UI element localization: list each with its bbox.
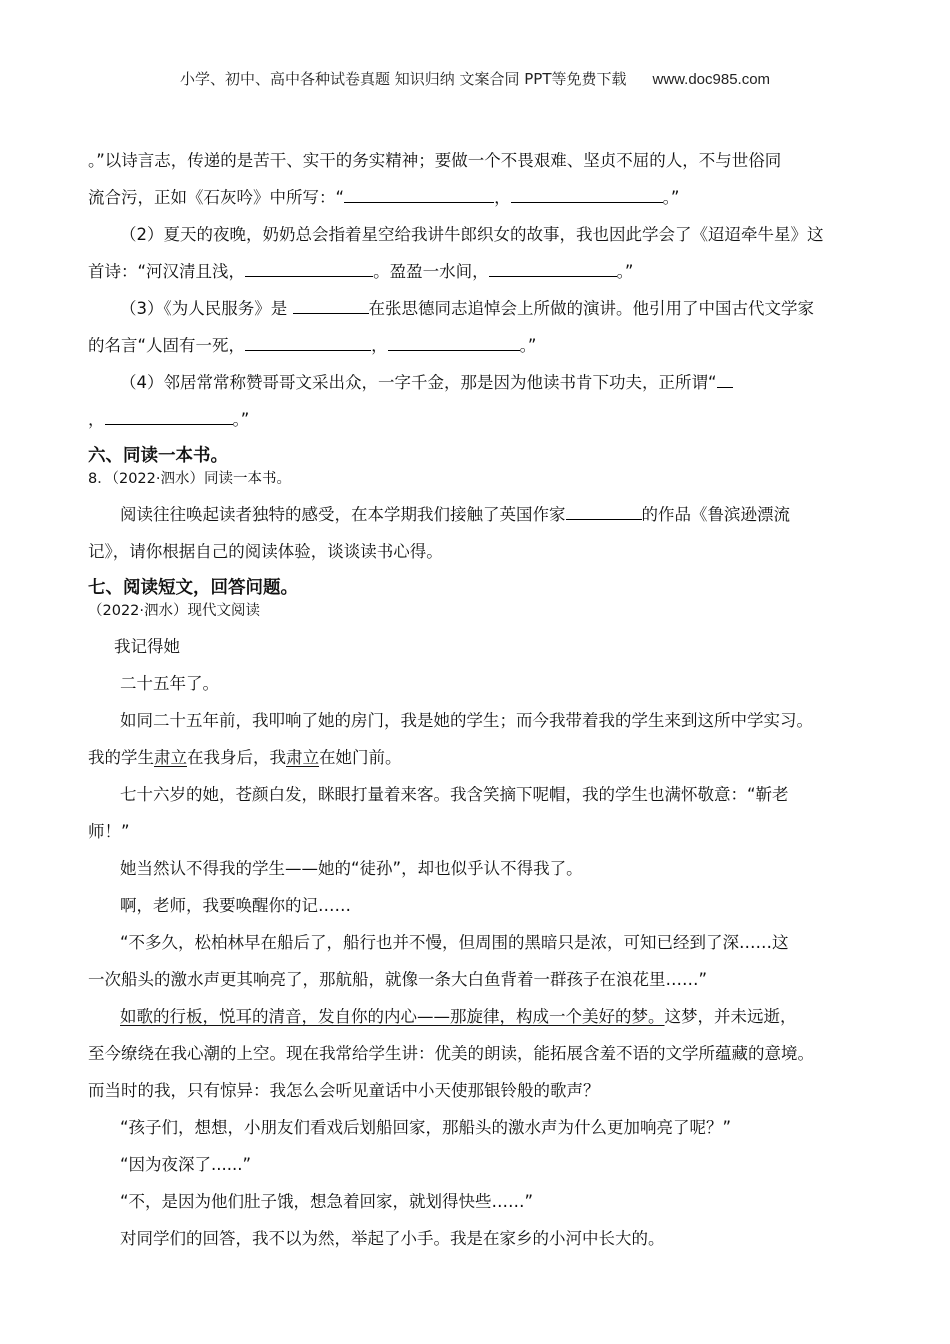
passage-text: 我的学生: [88, 748, 154, 767]
q7-line-8: [88, 401, 863, 438]
q7-line-6-end: 。”: [519, 336, 537, 355]
answer-blank[interactable]: [388, 331, 520, 351]
answer-blank[interactable]: [105, 405, 233, 425]
header-text: 小学、初中、高中各种试卷真题 知识归纳 文案合同 PPT等免费下载: [179, 70, 627, 88]
passage-para: “不多久，松柏林早在船后了，船行也并不慢，但周围的黑暗只是浓，可知已经到了深……这: [120, 933, 789, 952]
passage-para: 七十六岁的她，苍颜白发，眯眼打量着来客。我含笑摘下呢帽，我的学生也满怀敬意：“靳老: [120, 785, 789, 804]
q7-line-6: [88, 327, 863, 364]
q7-line-2-end: 。”: [662, 188, 680, 207]
page-header: [0, 68, 950, 89]
underlined-sentence: 如歌的行板，悦耳的清音，发自你的内心——那旋律，构成一个美好的梦。: [120, 1007, 665, 1026]
q7-line-7-text: （4）邻居常常称赞哥哥文采出众，一字千金，那是因为他读书肯下功夫，正所谓“: [120, 373, 717, 392]
underlined-word: 肃立: [154, 748, 187, 767]
q7-line-5: [88, 290, 863, 327]
q7-line-5-text: （3）《为人民服务》是: [120, 299, 293, 318]
passage-para: [88, 998, 863, 1035]
passage-para: “孩子们，想想，小朋友们看戏后划船回家，那船头的激水声为什么更加响亮了呢？”: [120, 1118, 732, 1137]
q7-line-7: [88, 364, 863, 401]
passage-para: 而当时的我，只有惊异：我怎么会听见童话中小天使那银铃般的歌声？: [88, 1081, 600, 1100]
passage-title: 我记得她: [114, 637, 180, 656]
answer-blank[interactable]: [245, 257, 373, 277]
q8-line-1: [88, 496, 863, 533]
passage-para: 如同二十五年前，我叩响了她的房门，我是她的学生；而今我带着我的学生来到这所中学实习。: [120, 711, 813, 730]
question-8-label: 8．（2022·泗水）同读一本书。: [88, 471, 291, 487]
passage-para: 师！”: [88, 822, 130, 841]
section-6-title: 六、同读一本书。: [88, 446, 228, 466]
answer-blank[interactable]: [717, 368, 733, 388]
passage-para: 至今缭绕在我心潮的上空。现在我常给学生讲：优美的朗读，能拓展含羞不语的文学所蕴藏的意境。: [88, 1044, 814, 1063]
answer-blank[interactable]: [511, 183, 663, 203]
passage-para: 啊，老师，我要唤醒你的记……: [120, 896, 351, 915]
answer-blank[interactable]: [245, 331, 371, 351]
passage-para: 二十五年了。: [120, 674, 219, 693]
passage-para: 她当然认不得我的学生——她的“徒孙”，却也似乎认不得我了。: [120, 859, 583, 878]
passage-text: 这梦，并未远逝，: [664, 1007, 797, 1026]
q7-line-2: [88, 179, 863, 216]
q7-line-6-text: 的名言“人固有一死，: [88, 336, 246, 355]
document-body: [88, 142, 863, 1257]
q7-line-8-comma: ，: [88, 410, 105, 429]
q7-line-2-comma: ，: [494, 188, 511, 207]
q8-line-1-rest: 的作品《鲁滨逊漂流: [641, 505, 790, 524]
answer-blank[interactable]: [566, 500, 642, 520]
header-site-url[interactable]: www.doc985.com: [652, 71, 771, 88]
passage-para: 一次船头的激水声更其响亮了，那航船，就像一条大白鱼背着一群孩子在浪花里……”: [88, 970, 708, 989]
q7-line-3: （2）夏天的夜晚，奶奶总会指着星空给我讲牛郎织女的故事，我也因此学会了《迢迢牵牛星》这: [120, 225, 824, 244]
q7-line-4-end: 。”: [616, 262, 634, 281]
section-7-source: （2022·泗水）现代文阅读: [88, 603, 261, 619]
q7-line-5-rest: 在张思德同志追悼会上所做的演讲。他引用了中国古代文学家: [368, 299, 814, 318]
section-7-title: 七、阅读短文，回答问题。: [88, 578, 298, 598]
q7-line-8-end: 。”: [232, 410, 250, 429]
q7-line-4-text: 首诗：“河汉清且浅，: [88, 262, 246, 281]
passage-text: 在我身后，我: [187, 748, 286, 767]
q7-line-1: 。”以诗言志，传递的是苦干、实干的务实精神；要做一个不畏艰难、坚贞不屈的人，不与世俗同: [88, 151, 782, 170]
q7-line-2-text: 流合污，正如《石灰吟》中所写：“: [88, 188, 345, 207]
q7-line-6-comma: ，: [371, 336, 388, 355]
passage-text: 在她门前。: [319, 748, 402, 767]
answer-blank[interactable]: [344, 183, 494, 203]
q7-line-4-mid: 。盈盈一水间，: [373, 262, 489, 281]
answer-blank[interactable]: [489, 257, 617, 277]
answer-blank[interactable]: [293, 294, 369, 314]
passage-para: “不，是因为他们肚子饿，想急着回家，就划得快些……”: [120, 1192, 534, 1211]
underlined-word: 肃立: [286, 748, 319, 767]
passage-para: [88, 739, 863, 776]
q8-line-1-text: 阅读往往唤起读者独特的感受，在本学期我们接触了英国作家: [120, 505, 566, 524]
q7-line-4: [88, 253, 863, 290]
passage-para: “因为夜深了......”: [120, 1155, 252, 1174]
passage-para: 对同学们的回答，我不以为然，举起了小手。我是在家乡的小河中长大的。: [120, 1229, 665, 1248]
q8-line-2: 记》，请你根据自己的阅读体验，谈谈读书心得。: [88, 542, 443, 561]
